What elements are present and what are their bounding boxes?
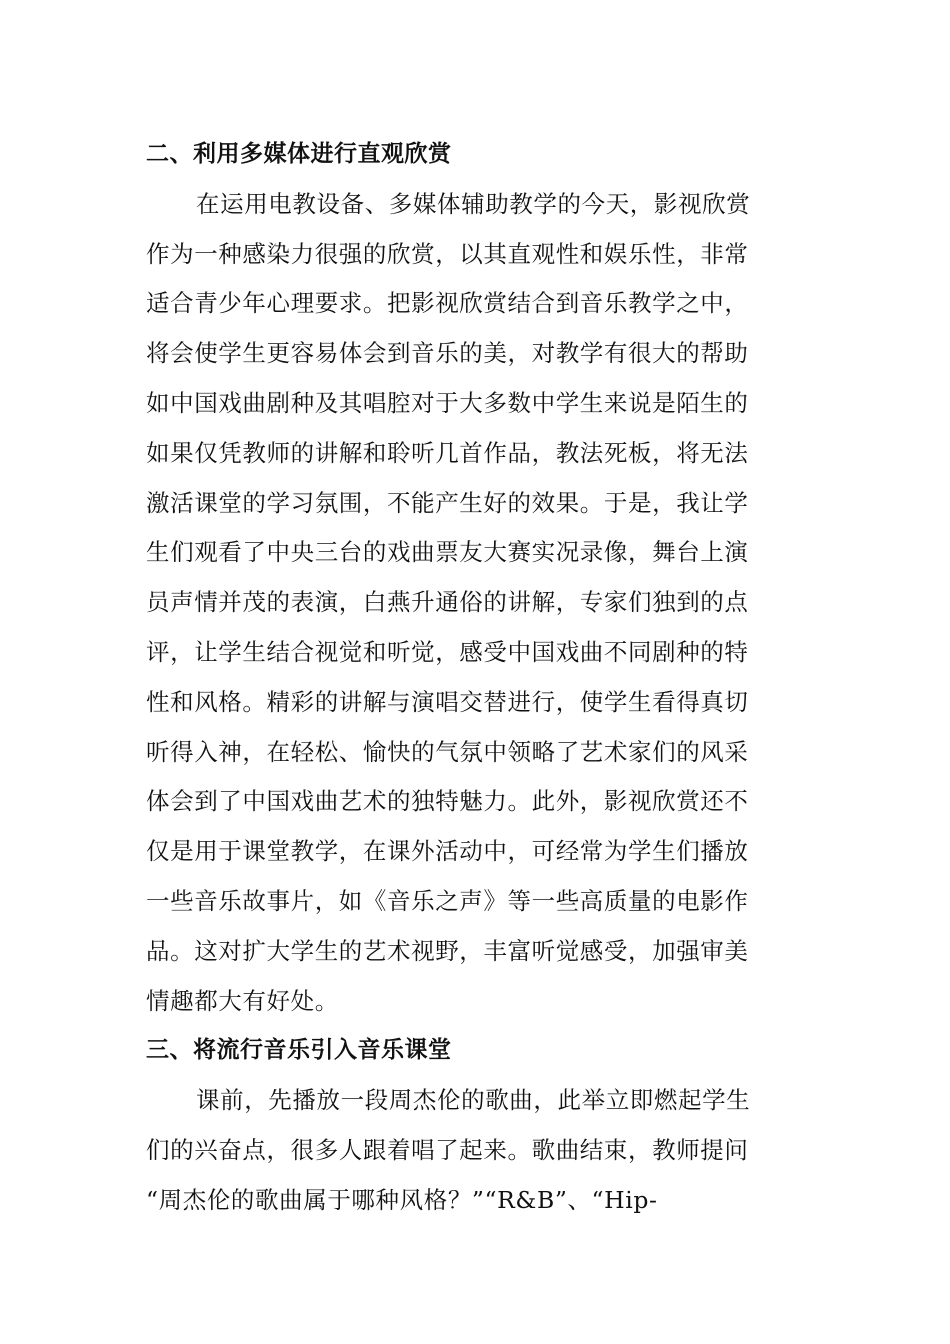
paragraph-line: 如中国戏曲剧种及其唱腔对于大多数中学生来说是陌生的	[146, 388, 749, 417]
section-body	[146, 1076, 806, 1225]
paragraph-line: 激活课堂的学习氛围，不能产生好的效果。于是，我让学	[146, 488, 749, 517]
paragraph-line: 将会使学生更容易体会到音乐的美，对教学有很大的帮助	[146, 339, 749, 368]
paragraph-line: 们的兴奋点，很多人跟着唱了起来。歌曲结束，教师提问	[146, 1135, 749, 1164]
paragraph-line: 性和风格。精彩的讲解与演唱交替进行，使学生看得真切	[146, 687, 749, 716]
document-page	[146, 130, 806, 1226]
section-heading: 二、利用多媒体进行直观欣赏	[146, 141, 452, 167]
paragraph-line: 生们观看了中央三台的戏曲票友大赛实况录像，舞台上演	[146, 538, 749, 567]
paragraph-line: “周杰伦的歌曲属于哪种风格？”“R&B”、“Hip-	[146, 1185, 658, 1214]
paragraph-line: 体会到了中国戏曲艺术的独特魅力。此外，影视欣赏还不	[146, 787, 749, 816]
paragraph-line: 在运用电教设备、多媒体辅助教学的今天，影视欣赏	[196, 189, 751, 218]
paragraph-line: 仅是用于课堂教学，在课外活动中，可经常为学生们播放	[146, 837, 749, 866]
paragraph-line: 听得入神，在轻松、愉快的气氛中领略了艺术家们的风采	[146, 737, 749, 766]
paragraph-line: 员声情并茂的表演，白燕升通俗的讲解，专家们独到的点	[146, 588, 749, 617]
paragraph-line: 一些音乐故事片，如《音乐之声》等一些高质量的电影作	[146, 886, 749, 915]
paragraph-line: 评，让学生结合视觉和听觉，感受中国戏曲不同剧种的特	[146, 637, 749, 666]
paragraph-line: 情趣都大有好处。	[146, 986, 339, 1015]
paragraph-line: 如果仅凭教师的讲解和聆听几首作品，教法死板，将无法	[146, 438, 749, 467]
section-body	[146, 180, 806, 1027]
paragraph-line: 课前，先播放一段周杰伦的歌曲，此举立即燃起学生	[196, 1086, 751, 1115]
paragraph-line: 适合青少年心理要求。把影视欣赏结合到音乐教学之中，	[146, 289, 749, 318]
paragraph-line: 品。这对扩大学生的艺术视野，丰富听觉感受，加强审美	[146, 936, 749, 965]
paragraph-line: 作为一种感染力很强的欣赏，以其直观性和娱乐性，非常	[146, 239, 749, 268]
section-heading: 三、将流行音乐引入音乐课堂	[146, 1037, 452, 1064]
